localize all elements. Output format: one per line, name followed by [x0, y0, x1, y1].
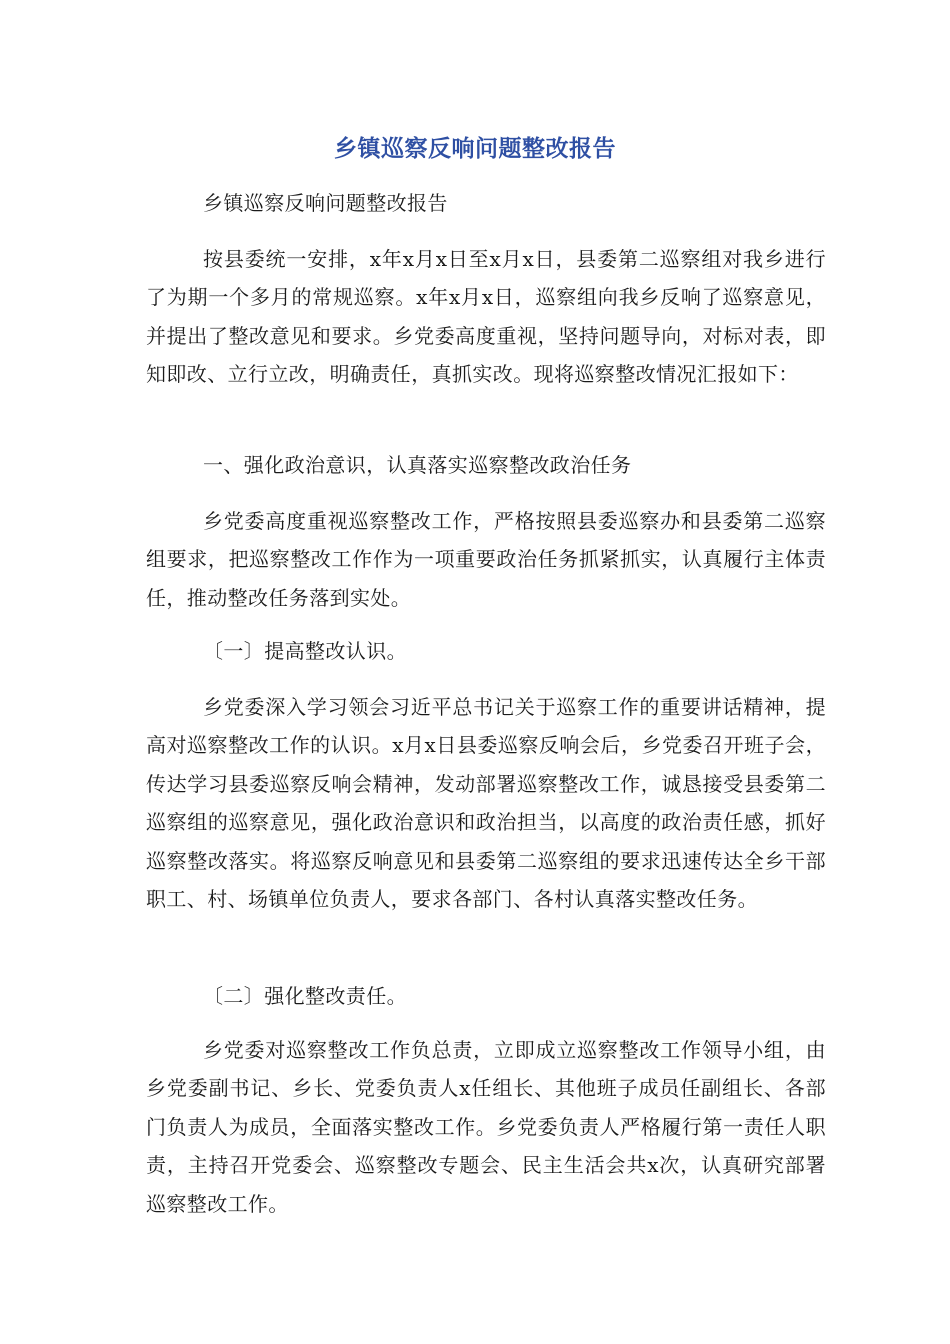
- subsection-2-paragraph: [146, 1031, 826, 1223]
- subtitle-paragraph: [146, 184, 826, 222]
- paragraph: 乡党委高度重视巡察整改工作，严格按照县委巡察办和县委第二巡察组要求，把巡察整改工作作为一项重要政治任务抓紧抓实，认真履行主体责任，推动整改任务落到实处。: [146, 509, 826, 610]
- paragraph: 乡党委深入学习领会习近平总书记关于巡察工作的重要讲话精神，提高对巡察整改工作的认识。x月x日县委巡察反响会后，乡党委召开班子会，传达学习县委巡察反响会精神，发动部署巡察整改工作，诚恳接受县委第二巡察组的巡察意见，强化政治意识和政治担当，以高度的政治责任感，抓好巡察整改落实。将巡察反响意见和县委第二巡察组的要求迅速传达全乡干部职工、村、场镇单位负责人，要求各部门、各村认真落实整改任务。: [146, 695, 826, 912]
- paragraph: 乡镇巡察反响问题整改报告: [203, 191, 448, 215]
- section-1-paragraph: [146, 502, 826, 617]
- paragraph: 〔一〕提高整改认识。: [203, 639, 407, 663]
- paragraph: 按县委统一安排，x年x月x日至x月x日，县委第二巡察组对我乡进行了为期一个多月的常规巡察。x年x月x日，巡察组向我乡反响了巡察意见，并提出了整改意见和要求。乡党委高度重视，坚持问题导向，对标对表，即知即改、立行立改，明确责任，真抓实改。现将巡察整改情况汇报如下：: [146, 247, 826, 387]
- intro-paragraph: [146, 240, 826, 394]
- subsection-heading-1: [146, 632, 826, 670]
- subsection-1-paragraph: [146, 688, 826, 918]
- document-title: 乡镇巡察反响问题整改报告: [334, 136, 616, 162]
- subsection-heading-2: [146, 977, 826, 1015]
- paragraph: 乡党委对巡察整改工作负总责，立即成立巡察整改工作领导小组，由乡党委副书记、乡长、党委负责人x任组长、其他班子成员任副组长、各部门负责人为成员，全面落实整改工作。乡党委负责人严格履行第一责任人职责，主持召开党委会、巡察整改专题会、民主生活会共x次，认真研究部署巡察整改工作。: [146, 1038, 826, 1216]
- section-heading-1: [146, 446, 826, 484]
- paragraph: 〔二〕强化整改责任。: [203, 984, 407, 1008]
- paragraph: 一、强化政治意识，认真落实巡察整改政治任务: [203, 453, 632, 477]
